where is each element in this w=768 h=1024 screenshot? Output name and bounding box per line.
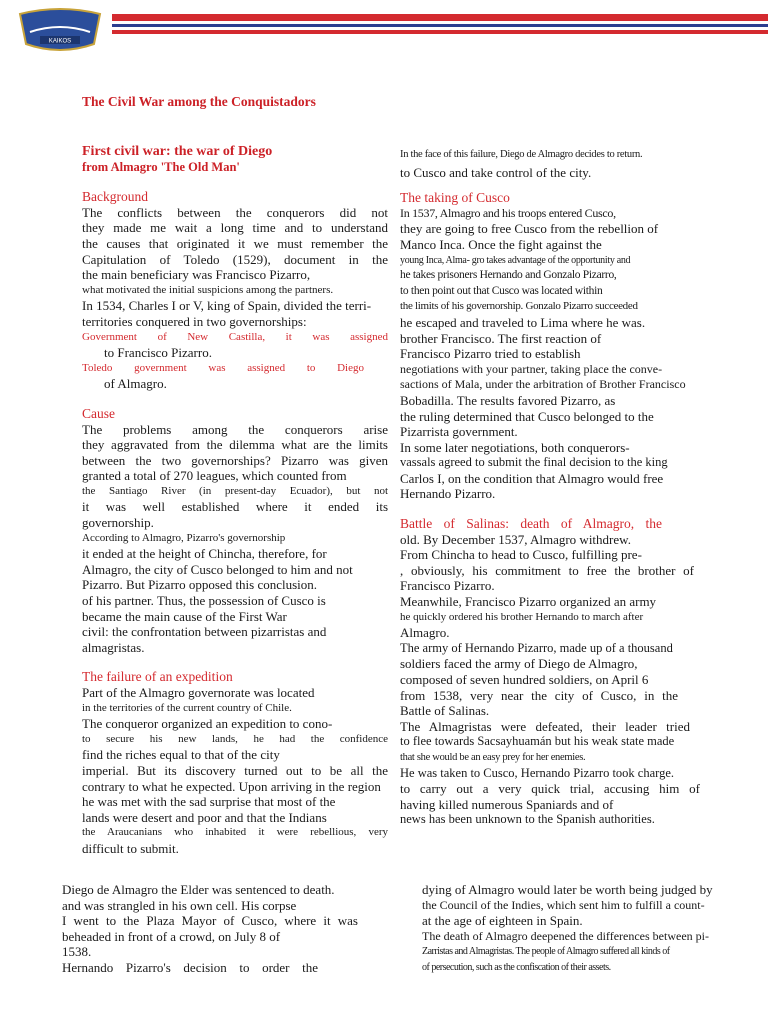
- text-line: He was taken to Cusco, Hernando Pizarro took charge.: [400, 765, 674, 780]
- logo-text: KAIKOS: [48, 38, 72, 45]
- text-line: to Francisco Pizarro.: [104, 345, 212, 361]
- kaikos-logo: [10, 6, 110, 56]
- text-line: Toledo government was assigned to Diego: [82, 361, 364, 374]
- text-line: in the territories of the current country of Chile.: [82, 701, 292, 714]
- text-line: having killed numerous Spaniards and of: [400, 796, 614, 812]
- heading-cause: Cause: [82, 405, 115, 421]
- text-line: Francisco Pizarro.: [400, 578, 495, 594]
- text-line: , obviously, his commitment to free the brother of: [400, 562, 694, 578]
- text-line: Almagro, the city of Cusco belonged to him and not: [82, 561, 353, 577]
- text-line: lands were desert and poor and that the Indians: [82, 809, 327, 825]
- text-line: the limits of his governorship. Gonzalo Pizarro succeeded: [400, 300, 638, 313]
- text-line: granted a total of 270 leagues, which counted from: [82, 468, 347, 484]
- text-line: Zarristas and Almagristas. The people of Almagro suffered all kinds of: [422, 946, 670, 958]
- text-line: The problems among the conquerors arise: [82, 421, 388, 437]
- text-line: 1538.: [62, 944, 92, 960]
- text-line: it ended at the height of Chincha, therefore, for: [82, 546, 327, 562]
- text-line: sactions of Mala, under the arbitration of Brother Francisco: [400, 377, 686, 392]
- bottom-right-block: [422, 882, 752, 976]
- text-line: From Chincha to head to Cusco, fulfilling pre-: [400, 547, 642, 563]
- text-line: Pizarro. But Pizarro opposed this conclusion.: [82, 577, 318, 593]
- text-line: to then point out that Cusco was located within: [400, 284, 603, 297]
- heading-background: Background: [82, 189, 148, 205]
- text-line: to secure his new lands, he had the confidence: [82, 732, 388, 745]
- text-line: soldiers faced the army of Diego de Almagro,: [400, 656, 638, 672]
- text-line: from 1538, very near the city of Cusco, in the: [400, 687, 678, 703]
- text-line: The conqueror organized an expedition to cono-: [82, 716, 333, 732]
- text-line: vassals agreed to submit the final decision to the king: [400, 455, 668, 470]
- text-line: the Araucanians who inhabited it were rebellious, very: [82, 826, 388, 839]
- text-line: Carlos I, on the condition that Almagro would free: [400, 470, 664, 486]
- text-line: of persecution, such as the confiscation of their assets.: [422, 961, 611, 973]
- text-line: Part of the Almagro governorate was located: [82, 685, 315, 700]
- text-line: difficult to submit.: [82, 840, 179, 856]
- text-line: of his partner. Thus, the possession of Cusco is: [82, 593, 326, 609]
- section-subheading: from Almagro 'The Old Man': [82, 159, 240, 174]
- text-line: became the main cause of the First War: [82, 608, 287, 624]
- text-line: and was strangled in his own cell. His corpse: [62, 897, 297, 913]
- text-line: composed of seven hundred soldiers, on April 6: [400, 672, 649, 687]
- text-line: he quickly ordered his brother Hernando to march after: [400, 610, 644, 623]
- text-line: they aggravated from the dilemma what are the limits: [82, 437, 388, 453]
- text-line: The death of Almagro deepened the differences between pi-: [422, 928, 709, 943]
- text-line: Almagro.: [400, 625, 450, 641]
- text-line: they are going to free Cusco from the rebellion of: [400, 221, 659, 237]
- text-line: to flee towards Sacsayhuamán but his weak state made: [400, 734, 675, 749]
- text-line: negotiations with your partner, taking place the conve-: [400, 361, 663, 376]
- page-title: The Civil War among the Conquistadors: [82, 94, 316, 109]
- heading-taking-cusco: The taking of Cusco: [400, 190, 510, 206]
- text-line: contrary to what he expected. Upon arriving in the region: [82, 778, 381, 794]
- text-line: he was met with the sad surprise that most of the: [82, 794, 336, 810]
- text-line: the causes that originated it we must remember the: [82, 235, 388, 251]
- text-line: I went to the Plaza Mayor of Cusco, where it was: [62, 913, 358, 929]
- text-line: Manco Inca. Once the fight against the: [400, 236, 602, 252]
- section-heading-first-war: First civil war: the war of Diego: [82, 144, 273, 159]
- text-line: Capitulation of Toledo (1529), document in the: [82, 251, 388, 267]
- text-line: According to Almagro, Pizarro's governorship: [82, 531, 286, 544]
- text-line: he escaped and traveled to Lima where he was.: [400, 314, 646, 330]
- text-line: between the two governorships? Pizarro was given: [82, 452, 388, 468]
- text-line: In some later negotiations, both conquerors-: [400, 439, 630, 455]
- text-line: it was well established where it ended its: [82, 499, 388, 515]
- text-line: Diego de Almagro the Elder was sentenced to death.: [62, 882, 335, 897]
- text-line: In 1537, Almagro and his troops entered Cusco,: [400, 205, 616, 220]
- text-line: Francisco Pizarro tried to establish: [400, 346, 581, 362]
- text-line: the Santiago River (in present-day Ecuador), but not: [82, 484, 388, 497]
- text-line: to Cusco and take control of the city.: [400, 164, 592, 180]
- text-line: territories conquered in two governorships:: [82, 313, 307, 329]
- text-line: Meanwhile, Francisco Pizarro organized an army: [400, 594, 657, 610]
- text-line: the Council of the Indies, which sent him to fulfill a count-: [422, 897, 705, 912]
- text-line: find the riches equal to that of the city: [82, 747, 280, 763]
- text-line: to carry out a very quick trial, accusing him of: [400, 781, 700, 797]
- right-column: [400, 147, 710, 828]
- text-line: Pizarrista government.: [400, 424, 518, 440]
- text-line: the ruling determined that Cusco belonged to the: [400, 408, 654, 424]
- text-line: Government of New Castilla, it was assigned: [82, 330, 388, 343]
- heading-failure: The failure of an expedition: [82, 669, 233, 685]
- text-line: The army of Hernando Pizarro, made up of a thousand: [400, 640, 673, 655]
- bottom-left-block: [62, 882, 368, 976]
- heading-battle-salinas: Battle of Salinas: death of Almagro, the: [400, 516, 662, 532]
- header-stripes: [112, 8, 768, 54]
- text-line: what motivated the initial suspicions among the partners.: [82, 283, 334, 296]
- text-line: In the face of this failure, Diego de Almagro decides to return.: [400, 149, 643, 160]
- text-line: beheaded in front of a crowd, on July 8 of: [62, 928, 281, 944]
- text-line: In 1534, Charles I or V, king of Spain, divided the terri-: [82, 298, 372, 314]
- text-line: news has been unknown to the Spanish authorities.: [400, 812, 655, 827]
- text-line: of Almagro.: [104, 376, 167, 392]
- text-line: civil: the confrontation between pizarristas and: [82, 624, 327, 640]
- text-line: The conflicts between the conquerors did not: [82, 204, 388, 220]
- text-line: the main beneficiary was Francisco Pizarro,: [82, 267, 311, 283]
- text-line: old. By December 1537, Almagro withdrew.: [400, 531, 631, 547]
- text-line: Hernando Pizarro.: [400, 486, 496, 502]
- text-line: he takes prisoners Hernando and Gonzalo Pizarro,: [400, 269, 617, 282]
- text-line: imperial. But its discovery turned out to be all the: [82, 762, 388, 778]
- text-line: almagristas.: [82, 639, 145, 655]
- text-line: The Almagristas were defeated, their leader tried: [400, 718, 690, 734]
- text-line: dying of Almagro would later be worth being judged by: [422, 882, 713, 897]
- text-line: at the age of eighteen in Spain.: [422, 913, 583, 929]
- text-line: governorship.: [82, 515, 154, 531]
- text-line: young Inca, Alma- gro takes advantage of the opportunity and: [400, 254, 631, 266]
- text-line: they made me wait a long time and to understand: [82, 220, 388, 236]
- left-column: [82, 144, 388, 857]
- text-line: brother Francisco. The first reaction of: [400, 330, 602, 346]
- text-line: Battle of Salinas.: [400, 703, 490, 719]
- text-line: Hernando Pizarro's decision to order the: [62, 959, 318, 975]
- text-line: that she would be an easy prey for her enemies.: [400, 751, 586, 763]
- text-line: Bobadilla. The results favored Pizarro, as: [400, 392, 616, 408]
